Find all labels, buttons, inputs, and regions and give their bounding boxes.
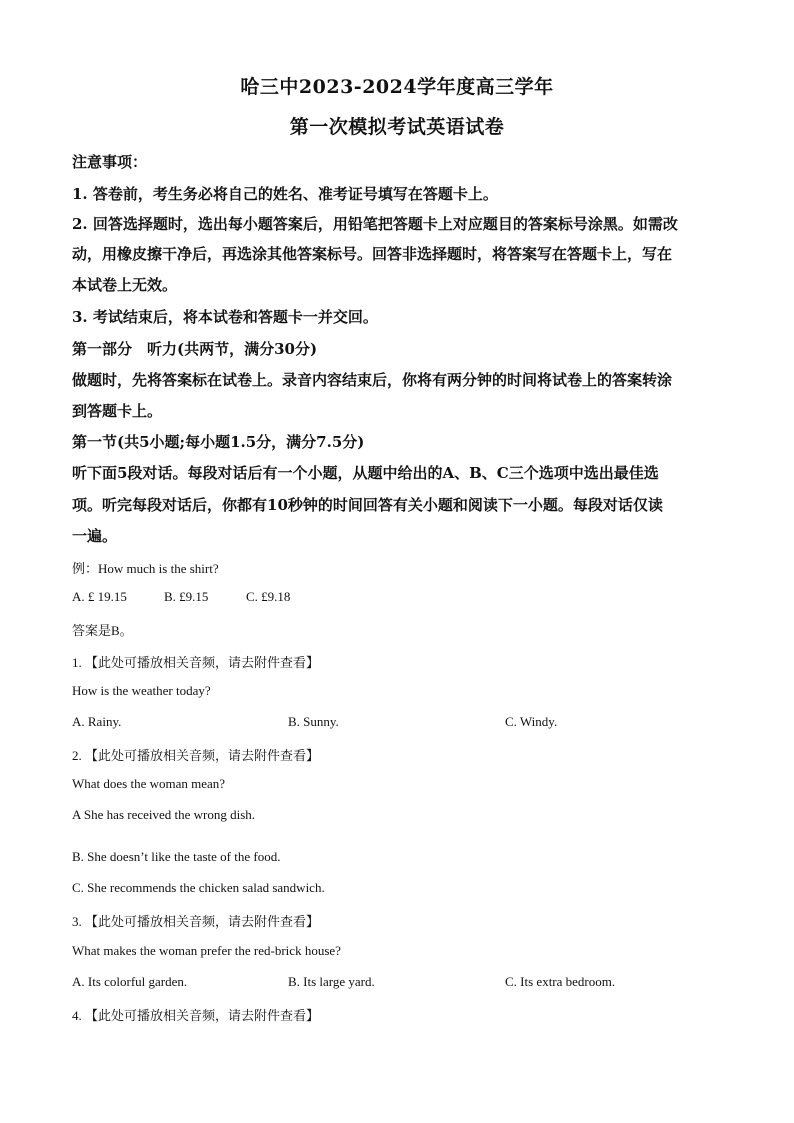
q1-option-a: A. Rainy. (72, 714, 122, 729)
section1-heading: 第一节(共5小题;每小题1.5分，满分7.5分) (72, 433, 365, 451)
q3-option-c: C. Its extra bedroom. (505, 974, 616, 989)
example-option-c: C. £9.18 (246, 589, 291, 604)
notice-heading: 注意事项： (72, 153, 148, 171)
example-answer: 答案是B。 (72, 623, 133, 638)
example-option-a: A. £ 19.15 (72, 589, 127, 604)
exam-title-line2: 第一次模拟考试英语试卷 (289, 116, 505, 138)
section1-instr-line3: 一遍。 (72, 527, 118, 545)
notice-item-2-line3: 本试卷上无效。 (72, 276, 178, 294)
q1-option-c: C. Windy. (505, 714, 558, 729)
notice-item-2-line2: 动，用橡皮擦干净后，再选涂其他答案标号。回答非选择题时，将答案写在答题卡上，写在 (72, 245, 673, 263)
section1-instr-line2: 项。听完每段对话后，你都有10秒钟的时间回答有关小题和阅读下一小题。每段对话仅读 (72, 496, 663, 514)
q2-audio-note: 2. 【此处可播放相关音频，请去附件查看】 (72, 748, 320, 763)
part1-heading: 第一部分 听力(共两节，满分30分) (72, 340, 318, 358)
q2-option-c: C. She recommends the chicken salad sandwich. (72, 880, 325, 895)
q4-audio-note: 4. 【此处可播放相关音频，请去附件查看】 (72, 1008, 320, 1023)
notice-item-2-line1: 2. 回答选择题时，选出每小题答案后，用铅笔把答题卡上对应题目的答案标号涂黑。如需改 (72, 215, 678, 233)
notice-item-3: 3. 考试结束后，将本试卷和答题卡一并交回。 (72, 308, 378, 326)
q1-option-b: B. Sunny. (288, 714, 339, 729)
q1-question: How is the weather today? (72, 683, 211, 698)
q2-question: What does the woman mean? (72, 776, 226, 791)
q3-option-b: B. Its large yard. (288, 974, 375, 989)
example-option-b: B. £9.15 (164, 589, 209, 604)
q3-question: What makes the woman prefer the red-brick house? (72, 943, 341, 958)
q3-option-a: A. Its colorful garden. (72, 974, 188, 989)
part1-instr-line2: 到答题卡上。 (72, 402, 163, 420)
q2-option-b: B. She doesn’t like the taste of the food. (72, 849, 281, 864)
section1-instr-line1: 听下面5段对话。每段对话后有一个小题，从题中给出的A、B、C三个选项中选出最佳选 (72, 464, 659, 482)
exam-title-line1: 哈三中2023-2024学年度高三学年 (240, 76, 554, 98)
example-question: 例：How much is the shirt? (72, 561, 219, 576)
q1-audio-note: 1. 【此处可播放相关音频，请去附件查看】 (72, 655, 320, 670)
q2-option-a: A She has received the wrong dish. (72, 807, 256, 822)
q3-audio-note: 3. 【此处可播放相关音频，请去附件查看】 (72, 914, 320, 929)
part1-instr-line1: 做题时，先将答案标在试卷上。录音内容结束后，你将有两分钟的时间将试卷上的答案转涂 (72, 371, 673, 389)
notice-item-1: 1. 答卷前，考生务必将自己的姓名、准考证号填写在答题卡上。 (72, 185, 498, 203)
